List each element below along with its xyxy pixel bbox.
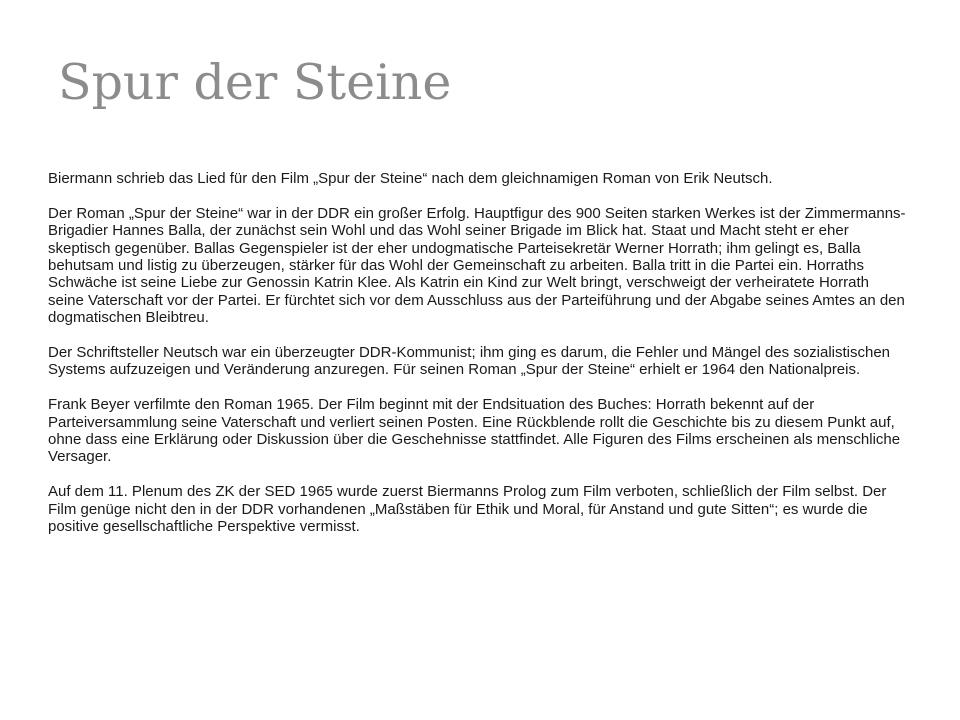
paragraph-novel: Der Roman „Spur der Steine“ war in der DDR ein großer Erfolg. Hauptfigur des 900 Seiten starken Werkes ist der Zimmermanns-Brigadier Hannes Balla, der zunächst sein Wohl und das Wohl seiner Brigade im Blick hat. Staat und Macht steht er eher skeptisch gegenüber. Ballas Gegenspieler ist der eher undogmatische Parteisekretär Werner Horrath; ihm gelingt es, Balla behutsam und listig zu überzeugen, stärker für das Wohl der Gemeinschaft zu arbeiten. Balla tritt in die Partei ein. Horraths Schwäche ist seine Liebe zur Genossin Katrin Klee. Als Katrin ein Kind zur Welt bringt, verschweigt der verheiratete Horrath seine Vaterschaft vor der Partei. Er fürchtet sich vor dem Ausschluss aus der Parteiführung und der Abgabe seines Amtes an den dogmatischen Bleibtreu.	[48, 204, 906, 327]
paragraph-intro: Biermann schrieb das Lied für den Film „Spur der Steine“ nach dem gleichnamigen Roman von Erik Neutsch.	[48, 170, 773, 187]
paragraph-author: Der Schriftsteller Neutsch war ein überzeugter DDR-Kommunist; ihm ging es darum, die Fehler und Mängel des sozialistischen Systems aufzuzeigen und Veränderung anzuregen. Für seinen Roman „Spur der Steine“ erhielt er 1964 den Nationalpreis.	[48, 344, 891, 379]
slide-body	[48, 170, 908, 535]
slide-title: Spur der Steine	[58, 54, 452, 111]
paragraph-film: Frank Beyer verfilmte den Roman 1965. Der Film beginnt mit der Endsituation des Buches: Horrath bekennt auf der Parteiversammlung seine Vaterschaft und verliert seinen Posten. Eine Rückblende rollt die Geschichte bis zu diesem Punkt auf, ohne dass eine Erklärung oder Diskussion über die Geschehnisse stattfindet. Alle Figuren des Films erscheinen als menschliche Versager.	[48, 396, 901, 466]
paragraph-ban: Auf dem 11. Plenum des ZK der SED 1965 wurde zuerst Biermanns Prolog zum Film verboten, schließlich der Film selbst. Der Film genüge nicht den in der DDR vorhandenen „Maßstäben für Ethik und Moral, für Anstand und gute Sitten“; es wurde die positive gesellschaftliche Perspektive vermisst.	[48, 483, 887, 536]
